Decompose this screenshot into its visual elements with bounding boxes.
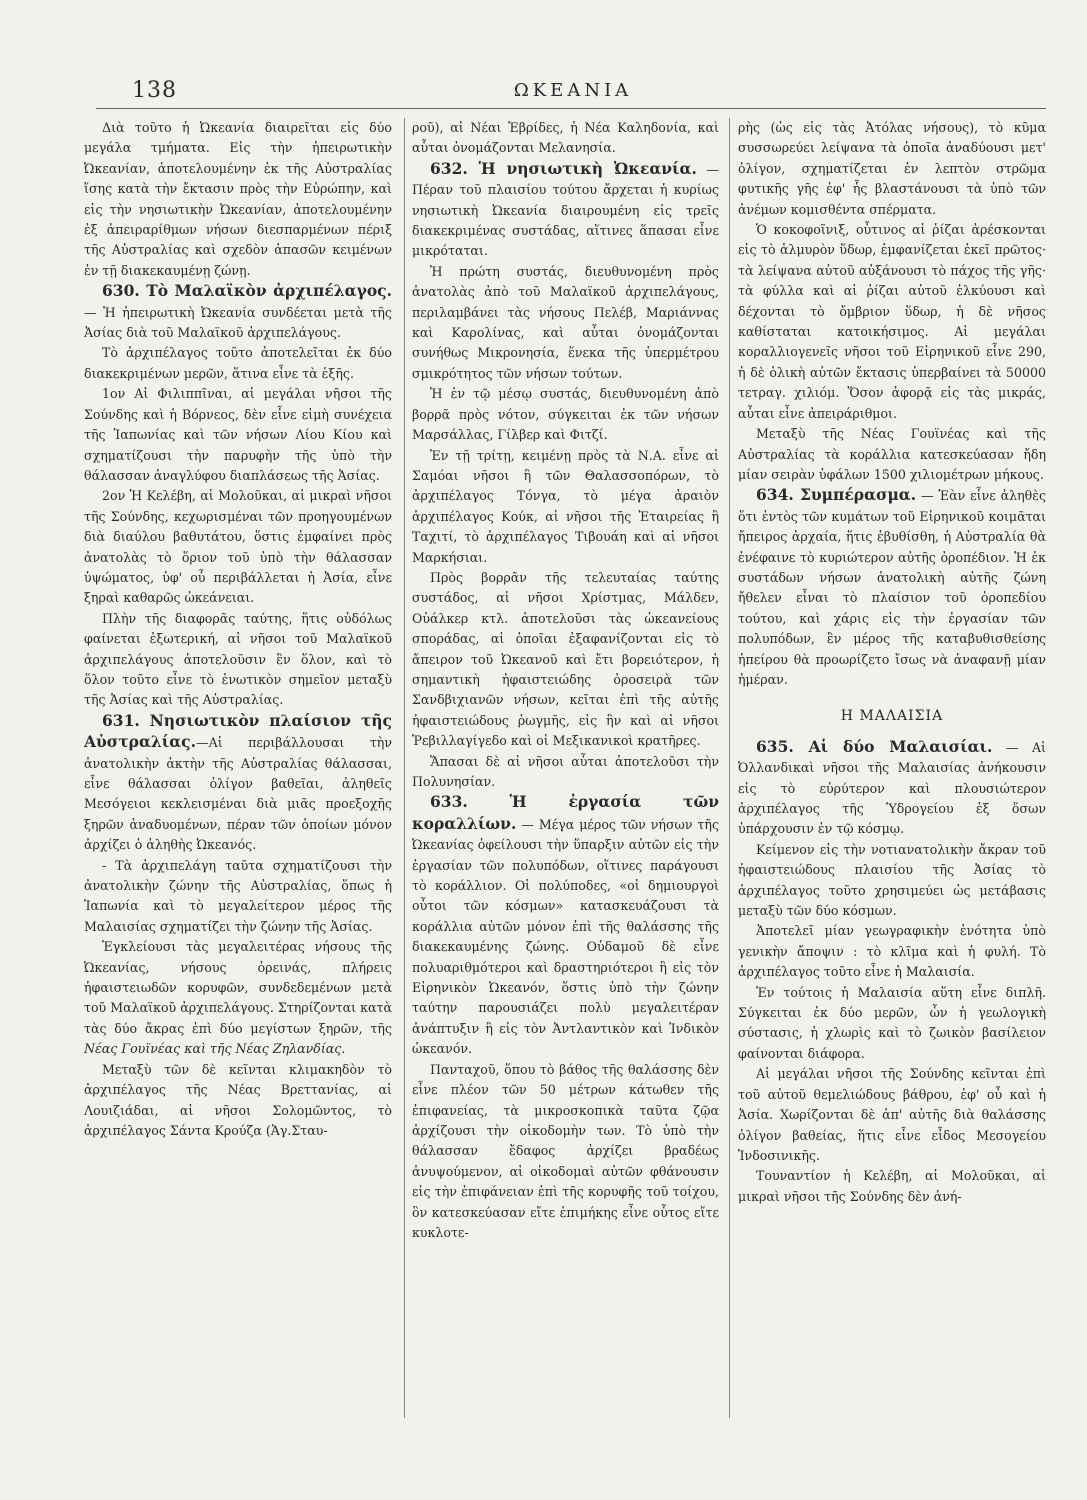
text-run: . <box>341 1041 346 1057</box>
paragraph: Ἐν τούτοις ἡ Μαλαισία αὕτη εἶνε διπλῆ. Σύγκειται ἐκ δύο μερῶν, ὧν ἡ γεωλογικὴ σύστασις, ἡ χλωρὶς καὶ τὸ ζωικὸν βασίλειον φαίνονται διάφορα. <box>738 984 1046 1061</box>
paragraph: Ἐν τῇ τρίτῃ, κειμένῃ πρὸς τὰ Ν.Α. εἶνε αἱ Σαμόαι νῆσοι ἢ τῶν Θαλασσοπόρων, τὸ ἀρχιπέλαγος Τόνγα, τὸ μέγα ἀραιὸν ἀρχιπέλαγος Κούκ, αἱ νῆσοι τῆς Ἑταιρείας ἢ Ταχιτί, τὸ ἀρχιπέλαγος Τιβουάη καὶ αἱ νῆσοι Μαρκήσιαι. <box>412 447 719 565</box>
section-heading: 630. Τὸ Μαλαϊκὸν ἀρχιπέλαγος. <box>102 281 392 301</box>
column-divider <box>404 118 405 1418</box>
section-heading: 634. Συμπέρασμα. <box>756 485 917 505</box>
section-text: — Αἱ Ὀλλανδικαὶ νῆσοι τῆς Μαλαισίας ἀνήκουσιν εἰς τὸ εὐρύτερον καὶ πλουσιώτερον ἀρχιπέλαγος τῆς Ὑδρογείου ἐξ ὅσων ὑπάρχουσιν ἐν τῷ κόσμῳ. <box>738 739 1046 837</box>
paragraph: ρὴς (ὡς εἰς τὰς Ἀτόλας νήσους), τὸ κῦμα συσσωρεύει λείψανα τὰ ὁποῖα ἀναδύουσι μετ' ὀλίγον, σχηματίζεται ἐν λεπτὸν στρῶμα φυτικῆς γῆς ἐφ' ἧς βλαστάνουσι τὰ ὑπὸ τῶν ἀνέμων κομισθέντα σπέρματα. <box>738 120 1046 217</box>
running-title: ΩΚΕΑΝΙΑ <box>513 80 633 101</box>
paragraph: Διὰ τοῦτο ἡ Ὠκεανία διαιρεῖται εἰς δύο μεγάλα τμήματα. Εἰς τὴν ἠπειρωτικὴν Ὠκεανίαν, ἀποτελουμένην ἐκ τῆς Αὐστραλίας ἴσης κατὰ τὴν ἔκτασιν πρὸς τὴν Εὐρώπην, καὶ εἰς τὴν νησιωτικὴν Ὠκεανίαν, ἀποτελουμένην ἐξ ἀπειραρίθμων νήσων διεσπαρμένων πέριξ τῆς Αὐστραλίας καὶ σχεδὸν ἁπασῶν κειμένων ἐν τῇ διακεκαυμένῃ ζώνῃ. <box>84 120 392 278</box>
section-633 <box>412 792 719 1059</box>
paragraph: Πλὴν τῆς διαφορᾶς ταύτης, ἥτις οὐδόλως φαίνεται ἐξωτερική, αἱ νῆσοι τοῦ Μαλαϊκοῦ ἀρχιπελάγους ἀποτελοῦσιν ἓν ὅλον, καὶ τὸ ὅλον τοῦτο εἶνε τὸ ἑνωτικὸν σημεῖον μεταξὺ τῆς Ἀσίας καὶ τῆς Αὐστραλίας. <box>84 610 392 708</box>
section-634 <box>738 485 1046 690</box>
section-text: — Μέγα μέρος τῶν νήσων τῆς Ὠκεανίας ὀφείλουσι τὴν ὕπαρξιν αὐτῶν εἰς τὴν ἐργασίαν τῶν πολυπόδων, οἵτινες παράγουσι τὸ κοράλλιον. Οἱ πολύποδες, «οἱ δημιουργοὶ οὗτοι τῶν κόσμων» κατασκευάζουσι τὰ κοράλλια αὐτῶν μόνον ἐπὶ τῆς θαλάσσης τῆς διακεκαυμένης ζώνης. Οὐδαμοῦ δὲ εἶνε πολυαριθμότεροι καὶ δραστηριότεροι ἢ εἰς τὸν Εἰρηνικὸν Ὠκεανόν, ὅστις ὑπὸ τὴν ζώνην ταύτην παρουσιάζει πολὺ μεγαλειτέραν ἀνάπτυξιν ἢ εἰς τὸν Ἀντλαντικὸν καὶ Ἰνδικὸν ὠκεανόν. <box>412 816 719 1057</box>
page-number: 138 <box>132 78 177 103</box>
section-630 <box>84 281 392 343</box>
paragraph: Ὁ κοκοφοῖνιξ, οὗτινος αἱ ῥίζαι ἀρέσκονται εἰς τὸ ἁλμυρὸν ὕδωρ, ἐμφανίζεται ἐκεῖ πρῶτος· τὰ λείψανα αὐτοῦ αὐξάνουσι τὸ πάχος τῆς γῆς· τὰ φύλλα καὶ αἱ ῥίζαι αὐτοῦ ἑλκύουσι καὶ δέχονται τὸ ὄμβριον ὕδωρ, ἡ δὲ νῆσος καθίσταται κατοικήσιμος. Αἱ μεγάλαι κοραλλιογενεῖς νῆσοι τοῦ Εἰρηνικοῦ εἶνε 290, ἡ δὲ ὁλικὴ αὐτῶν ἔκτασις ὑπερβαίνει τὰ 50000 τετραγ. χιλιόμ. Ὅσον ἀφορᾷ εἰς τὰς μικράς, αὗται εἶνε ἀπειράριθμοι. <box>738 222 1046 421</box>
paragraph: Ἡ ἐν τῷ μέσῳ συστάς, διευθυνομένη ἀπὸ βορρᾶ πρὸς νότον, σύγκειται ἐκ τῶν νήσων Μαρσάλλας, Γίλβερ καὶ Φιτζί. <box>412 386 719 443</box>
section-heading: 635. Αἱ δύο Μαλαισίαι. <box>756 736 993 756</box>
section-heading: 633. Ἡ ἐργασία τῶν κοραλλίων. <box>412 792 719 833</box>
header-rule <box>96 108 1046 109</box>
section-text: — Ἐὰν εἶνε ἀληθὲς ὅτι ἐντὸς τῶν κυμάτων τοῦ Εἰρηνικοῦ κοιμᾶται ἤπειρος ἀρχαία, ἥτις ἐβυθίσθη, ἡ Αὐστραλία θὰ ἐνέφαινε τὸ κυριώτερον αὐτῆς ὀροπέδιον. Ἡ ἐκ συστάδων νήσων ἀνατολικὴ αὐτῆς ζώνη ἤθελεν εἶναι τὸ πλαίσιον τοῦ ὀροπεδίου τούτου, καὶ χάρις εἰς τὴν ἐργασίαν τῶν πολυπόδων, ἓν μέρος τῆς καταβυθισθείσης ἠπείρου θὰ προωρίζετο ἴσως νὰ ἀναφανῇ μίαν ἡμέραν. <box>738 488 1046 687</box>
column-divider <box>729 118 730 1418</box>
section-text: —Αἱ περιβάλλουσαι τὴν ἀνατολικὴν ἀκτὴν τῆς Αὐστραλίας θάλασσαι, εἶνε θάλασσαι ὀλίγον βαθεῖαι, ἀληθεῖς Μεσόγειοι κεκλεισμέναι διὰ μιᾶς προεξοχῆς ξηρῶν ἀναδυομένων, πέραν τῶν ὁποίων μόνον ἀρχίζει ὁ ἀληθὴς Ὠκεανός. <box>84 735 392 853</box>
paragraph: 1ον Αἱ Φιλιππῖναι, αἱ μεγάλαι νῆσοι τῆς Σούνδης καὶ ἡ Βόρνεος, δὲν εἶνε εἰμὴ συνέχεια τῆς Ἰαπωνίας καὶ τῶν νήσων Λίου Κίου καὶ σχηματίζουσι τὴν παρυφὴν τῆς ὑπὸ τὴν θάλασσαν ἀναγλύφου διαπλάσεως τῆς Ἀσίας. <box>84 386 392 483</box>
paragraph <box>84 937 392 1059</box>
paragraph: Πανταχοῦ, ὅπου τὸ βάθος τῆς θαλάσσης δὲν εἶνε πλέον τῶν 50 μέτρων κάτωθεν τῆς ἐπιφανείας, τὰ μικροσκοπικὰ ταῦτα ζῷα ἀρχίζουσι τὴν οἰκοδομὴν των. Τὸ ὑπὸ τὴν θάλασσαν ἔδαφος ἀρχίζει βραδέως ἀνυψούμενον, αἱ οἰκοδομαὶ αὐτῶν φθάνουσιν εἰς τὴν ἐπιφάνειαν ἐπὶ τῆς κορυφῆς τοῦ τοίχου, ὃν κατεσκεύασαν εἴτε ἐπιμήκης εἶνε οὗτος εἴτε κυκλοτε- <box>412 1061 719 1240</box>
paragraph: Μεταξὺ τῆς Νέας Γουϊνέας καὶ τῆς Αὐστραλίας τὰ κοράλλια κατεσκεύασαν ἤδη μίαν σειρὰν ὑφάλων 1500 χιλιομέτρων μήκους. <box>738 426 1046 482</box>
paragraph: Ἡ πρώτη συστάς, διευθυνομένη πρὸς ἀνατολὰς ἀπὸ τοῦ Μαλαϊκοῦ ἀρχιπελάγους, περιλαμβάνει τὰς νήσους Πελέβ, Μαριάννας καὶ Καρολίνας, καὶ αὗται ὀνομάζονται συνήθως Μικρονησία, ἕνεκα τῆς ὑπερμέτρου σμικρότητος τῶν νήσων τούτων. <box>412 263 719 381</box>
section-heading: 631. Νησιωτικὸν πλαίσιον τῆς Αὐστραλίας. <box>84 710 392 752</box>
paragraph: Κείμενον εἰς τὴν νοτιανατολικὴν ἄκραν τοῦ ἠφαιστειώδους πλαισίου τῆς Ἀσίας τὸ ἀρχιπέλαγος τοῦτο χρησιμεύει ὡς μετάβασις μεταξὺ τῶν δύο κόσμων. <box>738 841 1046 919</box>
section-632 <box>412 159 719 262</box>
section-635 <box>738 737 1046 840</box>
page-header <box>88 72 1058 112</box>
paragraph: Ἀποτελεῖ μίαν γεωγραφικὴν ἑνότητα ὑπὸ γενικὴν ἄποψιν : τὸ κλῖμα καὶ ἡ φυλή. Τὸ ἀρχιπέλαγος τοῦτο εἶνε ἡ Μαλαισία. <box>738 923 1046 980</box>
paragraph: Ἅπασαι δὲ αἱ νῆσοι αὗται ἀποτελοῦσι τὴν Πολυνησίαν. <box>412 753 719 789</box>
paragraph: ροῦ), αἱ Νέαι Ἑβρίδες, ἡ Νέα Καληδονία, καὶ αὗται ὀνομάζονται Μελανησία. <box>412 120 719 156</box>
text-column-right <box>738 118 1046 1418</box>
text-column-middle <box>412 118 719 1418</box>
text-run: Ἐγκλείουσι τὰς μεγαλειτέρας νήσους τῆς Ὠκεανίας, νήσους ὀρεινάς, πλήρεις ἠφαιστειωδῶν κορυφῶν, συνδεδεμένων μετὰ τοῦ Μαλαϊκοῦ ἀρχιπελάγους. Στηρίζονται κατὰ τὰς δύο ἄκρας ἐπὶ δύο μεγίστων ξηρῶν, τῆς <box>84 939 392 1036</box>
paragraph: Τουναντίον ἡ Κελέβη, αἱ Μολοῦκαι, αἱ μικραὶ νῆσοι τῆς Σούνδης δὲν ἀνή- <box>738 1168 1046 1204</box>
section-631 <box>84 711 392 856</box>
section-heading: 632. Ἡ νησιωτικὴ Ὠκεανία. <box>430 158 697 178</box>
paragraph: - Τὰ ἀρχιπελάγη ταῦτα σχηματίζουσι τὴν ἀνατολικὴν ζώνην τῆς Αὐστραλίας, ὅπως ἡ Ἰαπωνία καὶ τὸ μεγαλείτερον μέρος τῆς Μαλαισίας σχηματίζει τὴν ζώνην τῆς Ἀσίας. <box>84 857 392 934</box>
paragraph: Τὸ ἀρχιπέλαγος τοῦτο ἀποτελεῖται ἐκ δύο διακεκριμένων μερῶν, ἅτινα εἶνε τὰ ἑξῆς. <box>84 345 392 381</box>
paragraph: Αἱ μεγάλαι νῆσοι τῆς Σούνδης κεῖνται ἐπὶ τοῦ αὐτοῦ θεμελιώδους βάθρου, ἐφ' οὗ καὶ ἡ Ἀσία. Χωρίζονται δὲ ἀπ' αὐτῆς διὰ θαλάσσης ὀλίγον βαθείας, ἥτις εἶνε εἶδος Μεσογείου Ἰνδοσινικῆς. <box>738 1066 1046 1163</box>
section-text: — Πέραν τοῦ πλαισίου τούτου ἄρχεται ἡ κυρίως νησιωτικὴ Ὠκεανία διαιρουμένη εἰς τρεῖς διακεκριμένας συστάδας, αἵτινες ἅπασαι εἶνε μικρόταται. <box>412 161 719 259</box>
italic-text: Νέας Γουϊνέας καὶ τῆς Νέας Ζηλανδίας <box>84 1041 342 1057</box>
paragraph: 2ον Ἡ Κελέβη, αἱ Μολοῦκαι, αἱ μικραὶ νῆσοι τῆς Σούνδης, κεχωρισμέναι τῶν προηγουμένων διὰ διαύλου βαθυτάτου, ὅστις ἐμφαίνει πρὸς ἀνατολὰς τὸ ὅριον τοῦ ὑπὸ τὴν θάλασσαν ὑψώματος, ὑφ' οὗ περιβάλλεται ἡ Ἀσία, εἶνε ξηραὶ καθαρῶς ὠκεάνειαι. <box>84 488 392 606</box>
chapter-heading: Η ΜΑΛΑΙΣΙΑ <box>840 708 944 725</box>
section-text: — Ἡ ἠπειρωτικὴ Ὠκεανία συνδέεται μετὰ τῆς Ἀσίας διὰ τοῦ Μαλαϊκοῦ ἀρχιπελάγους. <box>84 304 392 341</box>
paragraph: Μεταξὺ τῶν δὲ κεῖνται κλιμακηδὸν τὸ ἀρχιπέλαγος τῆς Νέας Βρεττανίας, αἱ Λουιζιάδαι, αἱ νῆσοι Σολομῶντος, τὸ ἀρχιπέλαγος Σάντα Κρούζα (Ἁγ.Σταυ- <box>84 1061 392 1138</box>
paragraph: Πρὸς βορρᾶν τῆς τελευταίας ταύτης συστάδος, αἱ νῆσοι Χρίστμας, Μάλδεν, Οὐάλκερ κτλ. ἀποτελοῦσι τὰς ὠκεανείους σποράδας, αἱ ὁποῖαι ἐξαφανίζονται εἰς τὸ ἄπειρον τοῦ Ὠκεανοῦ καὶ ἔτι βορειότερον, ἡ σημαντικὴ ἠφαιστειώδης ὀροσειρὰ τῶν Σανδβιχιανῶν νήσων, κεῖται ἐπὶ τῆς αὐτῆς ἠφαιστειώδους ῥωγμῆς, εἰς ἣν καὶ αἱ νῆσοι Ῥεβιλλαγίγεδο καὶ οἱ Μεξικανικοὶ κρατῆρες. <box>412 569 719 749</box>
text-column-left <box>84 118 392 1418</box>
